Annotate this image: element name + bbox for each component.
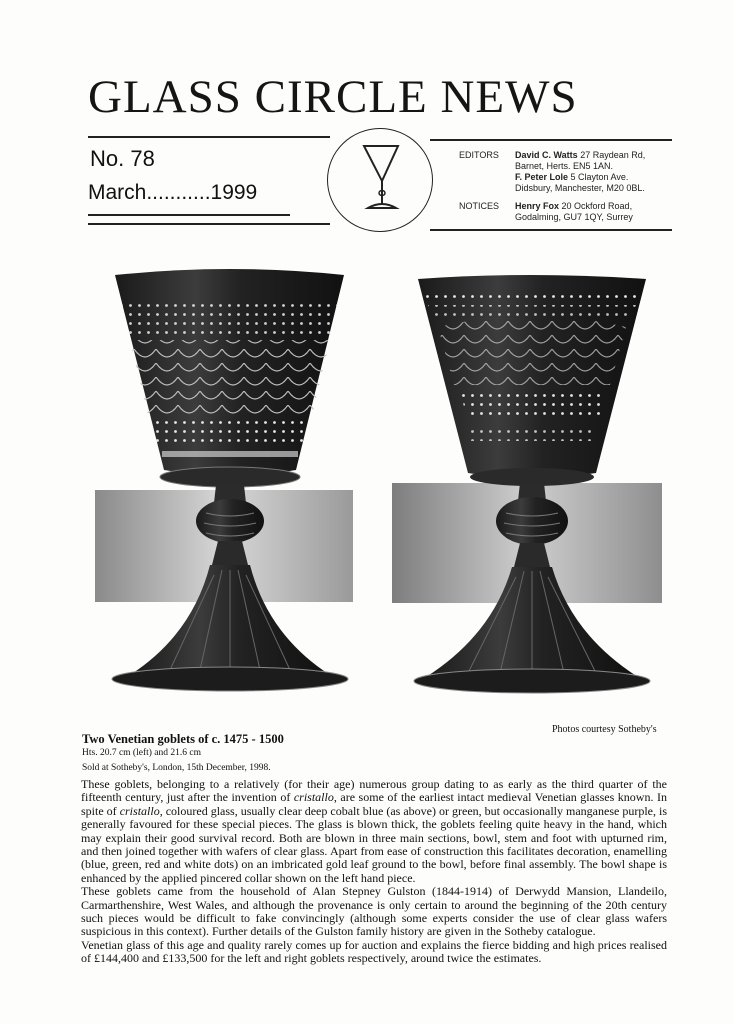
article-paragraph-3: Venetian glass of this age and quality rarely comes up for auction and explains the fierce bidding and high prices realised of £144,400 and £133,500 for the left and right goblets respectively, around twice the estimates. (81, 937, 667, 966)
article-p1-part-a: These goblets, belonging to a relatively (for their age) numerous group dating to as early as the third quarter of the fifteenth century, just after the invention of (81, 777, 667, 805)
article-p1-italic-2: cristallo (119, 803, 160, 818)
caption-heights: Hts. 20.7 cm (left) and 21.6 cm (82, 748, 201, 758)
editor-2-line2: Didsbury, Manchester, M20 0BL. (515, 183, 645, 193)
issue-date: March...........1999 (88, 181, 258, 204)
issue-number: No. 78 (90, 146, 155, 171)
goblets-photo (90, 265, 670, 715)
rule-left-bottom (88, 223, 330, 225)
rule-right-top (430, 139, 672, 141)
editor-1 (515, 150, 675, 172)
editor-1-name: David C. Watts (515, 150, 578, 160)
editors-label: EDITORS (459, 150, 499, 160)
editor-1-line2: Barnet, Herts. EN5 1AN. (515, 161, 614, 171)
masthead-title: GLASS CIRCLE NEWS (88, 71, 578, 123)
notices-line1: 20 Ockford Road, (561, 201, 633, 211)
rule-left-mid (88, 214, 290, 216)
editor-2 (515, 172, 675, 194)
article-paragraph-2: These goblets came from the household of Alan Stepney Gulston (1844-1914) of Derwydd Mansion, Llandeilo, Carmarthenshire, West Wales, and although the provenance is only certain to around the beginning of the 20th century such pieces would be difficult to fake convincingly (although some experts consider the use of clear glass wafers suspicious in this context). Further details of the Gulston family history are given in the Sotheby catalogue. (81, 884, 667, 939)
photo-credit: Photos courtesy Sotheby's (552, 724, 657, 735)
notices-label: NOTICES (459, 201, 500, 211)
notices-line2: Godalming, GU7 1QY, Surrey (515, 212, 633, 222)
editor-2-line1: 5 Clayton Ave. (570, 172, 629, 182)
article-body (81, 778, 667, 966)
rule-left-top (88, 136, 330, 138)
rule-right-bottom (430, 229, 672, 231)
article-p1-part-c: , coloured glass, usually clear deep cobalt blue (as above) or green, but occasionally manganese purple, is generally favoured for these special pieces. The glass is blown thick, the goblets feeling quite heavy in the hand, which may explain their good survival record. Both are blown in three main sections, bowl, stem and foot with upturned rim, and then joined together with wafers of clear glass. Apart from ease of construction this facilitates decoration, enamelling (blue, green, red and white dots) on an imbricated gold leaf ground to the bowl, before final assembly. The bowl shape is enhanced by the applied pincered collar shown on the left hand piece. (81, 803, 667, 885)
left-goblet (112, 269, 348, 691)
goblet-logo-icon (327, 128, 433, 232)
article-p1-italic-1: cristallo (293, 790, 334, 805)
editor-1-line1: 27 Raydean Rd, (580, 150, 646, 160)
caption-title: Two Venetian goblets of c. 1475 - 1500 (82, 732, 284, 746)
article-p1-part-b: , are some of the earliest intact medieval Venetian glasses known. In spite of (81, 790, 667, 818)
notices-contact (515, 201, 675, 223)
article-paragraph-1 (81, 778, 667, 885)
notices-name: Henry Fox (515, 201, 560, 211)
editor-2-name: F. Peter Lole (515, 172, 569, 182)
caption-sold: Sold at Sotheby's, London, 15th December, 1998. (82, 763, 271, 773)
